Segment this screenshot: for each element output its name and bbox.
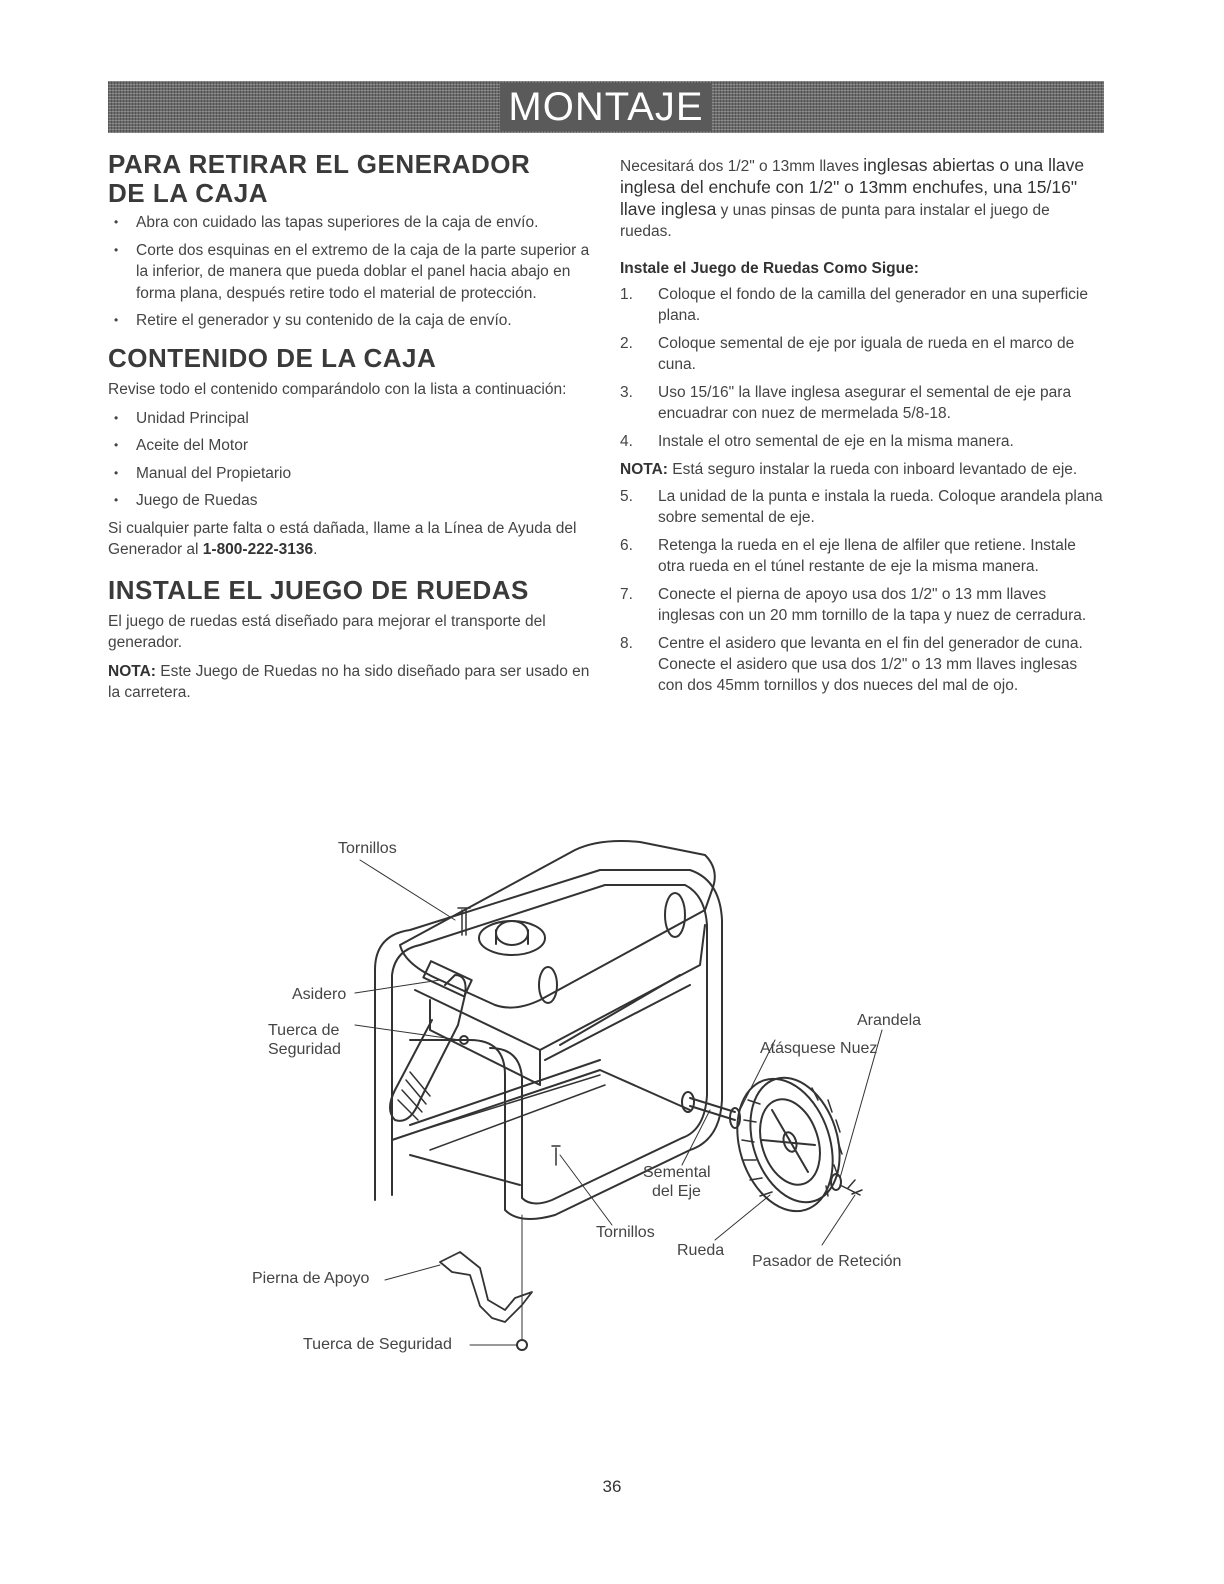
step-number: 3. bbox=[620, 384, 633, 401]
label-tornillos-top: Tornillos bbox=[338, 840, 397, 857]
label-pasador: Pasador de Reteción bbox=[752, 1253, 902, 1270]
step-number: 2. bbox=[620, 335, 633, 352]
steps-list-a bbox=[620, 284, 1104, 452]
label-pierna: Pierna de Apoyo bbox=[252, 1270, 370, 1287]
list-item: • Unidad Principal bbox=[108, 408, 592, 430]
list-item bbox=[620, 633, 1104, 696]
step-text: Coloque semental de eje por iguala de rueda en el marco de cuna. bbox=[658, 335, 1075, 373]
help-phone: 1-800-222-3136 bbox=[202, 540, 314, 558]
left-column bbox=[108, 150, 592, 715]
list-item: • Retire el generador y su contenido de la caja de envío. bbox=[108, 310, 592, 332]
note-label: NOTA: bbox=[620, 461, 668, 478]
contents-intro: Revise todo el contenido comparándolo con la lista a continuación: bbox=[108, 380, 567, 398]
heading-remove-line2: DE LA CAJA bbox=[108, 178, 269, 208]
label-tuerca-bottom: Tuerca de Seguridad bbox=[303, 1336, 452, 1353]
tools-intro-a: Necesitará dos 1/2" o 13mm llaves bbox=[620, 158, 864, 175]
wheels-intro: El juego de ruedas está diseñado para mejorar el transporte del generador. bbox=[108, 612, 546, 651]
label-semental-line2: del Eje bbox=[652, 1183, 701, 1200]
step-number: 1. bbox=[620, 286, 633, 303]
label-arandela: Arandela bbox=[857, 1012, 922, 1029]
right-column bbox=[620, 155, 1104, 703]
heading-remove-line1: PARA RETIRAR EL GENERADOR bbox=[108, 149, 531, 179]
section-banner bbox=[108, 81, 1104, 133]
step-number: 6. bbox=[620, 537, 633, 554]
step-text: La unidad de la punta e instala la rueda. Coloque arandela plana sobre semental de eje. bbox=[658, 488, 1103, 526]
label-semental-line1: Semental bbox=[643, 1164, 711, 1181]
section-install-wheels bbox=[108, 576, 592, 703]
jam-nut bbox=[730, 1108, 740, 1128]
tools-intro-c: y unas pinsas de punta para instalar el juego de ruedas. bbox=[620, 202, 1050, 240]
tools-intro-b: inglesas abiertas o una llave inglesa del enchufe con 1/2" o 13mm enchufes, una 15/16" llave inglesa bbox=[620, 155, 1085, 219]
heading-install-wheels: INSTALE EL JUEGO DE RUEDAS bbox=[108, 574, 529, 605]
lock-nut bbox=[517, 1340, 527, 1350]
list-item: • Juego de Ruedas bbox=[108, 490, 592, 512]
section-box-contents bbox=[108, 344, 592, 560]
step-text: Centre el asidero que levanta en el fin del generador de cuna. Conecte el asidero que usa dos 1/2" o 13 mm llaves inglesas con dos 45mm tornillos y dos nueces del mal de ojo. bbox=[658, 635, 1083, 694]
step-text: Uso 15/16" la llave inglesa asegurar el semental de eje para encuadrar con nuez de mermelada 5/8-18. bbox=[658, 384, 1072, 422]
remove-bullets bbox=[108, 212, 592, 332]
step-text: Retenga la rueda en el eje llena de alfiler que retiene. Instale otra rueda en el túnel restante de eje la misma manera. bbox=[658, 537, 1076, 575]
list-item bbox=[620, 382, 1104, 424]
note-text: Está seguro instalar la rueda con inboard levantado de eje. bbox=[667, 461, 1078, 478]
label-tuerca-line1: Tuerca de bbox=[268, 1022, 340, 1039]
step-number: 7. bbox=[620, 586, 633, 603]
support-leg bbox=[440, 1252, 532, 1322]
step-text: Conecte el pierna de apoyo usa dos 1/2" o 13 mm llaves inglesas con un 20 mm tornillo de la tapa y nuez de cerradura. bbox=[658, 586, 1087, 624]
step-number: 8. bbox=[620, 635, 633, 652]
steps-list-b bbox=[620, 486, 1104, 696]
page-number: 36 bbox=[602, 1477, 622, 1496]
list-item bbox=[620, 333, 1104, 375]
wheel bbox=[721, 1066, 855, 1223]
list-item: • Abra con cuidado las tapas superiores de la caja de envío. bbox=[108, 212, 592, 234]
banner-title: MONTAJE bbox=[500, 83, 711, 131]
axle-stud bbox=[690, 1098, 735, 1120]
fuel-cap bbox=[479, 921, 545, 955]
list-item bbox=[620, 486, 1104, 528]
heading-contents: CONTENIDO DE LA CAJA bbox=[108, 342, 437, 373]
lifting-handle bbox=[390, 975, 466, 1121]
label-asidero: Asidero bbox=[292, 986, 347, 1003]
label-atasquese: Atásquese Nuez bbox=[760, 1040, 878, 1057]
label-tuerca-line2: Seguridad bbox=[268, 1041, 341, 1058]
list-item bbox=[620, 535, 1104, 577]
help-text: Si cualquier parte falta o está dañada, llame a la Línea de Ayuda del Generador al bbox=[108, 519, 577, 558]
note-text: Este Juego de Ruedas no ha sido diseñado para ser usado en la carretera. bbox=[108, 662, 590, 701]
steps-subheading: Instale el Juego de Ruedas Como Sigue: bbox=[620, 260, 919, 277]
tools-intro bbox=[620, 155, 1104, 242]
step-number: 4. bbox=[620, 433, 633, 450]
washer bbox=[831, 1174, 841, 1190]
list-item: • Aceite del Motor bbox=[108, 435, 592, 457]
wheels-note bbox=[108, 661, 592, 703]
help-end: . bbox=[313, 540, 318, 558]
help-line-text bbox=[108, 518, 592, 560]
steps-note bbox=[620, 459, 1104, 480]
fuel-tank bbox=[400, 841, 715, 1008]
note-label: NOTA: bbox=[108, 662, 156, 680]
list-item: • Manual del Propietario bbox=[108, 463, 592, 485]
list-item bbox=[620, 431, 1104, 452]
list-item: • Corte dos esquinas en el extremo de la caja de la parte superior a la inferior, de manera que pueda doblar el panel hacia abajo en forma plana, después retire todo el material de protección. bbox=[108, 240, 592, 305]
list-item bbox=[620, 584, 1104, 626]
section-remove-generator bbox=[108, 150, 592, 332]
step-number: 5. bbox=[620, 488, 633, 505]
step-text: Instale el otro semental de eje en la misma manera. bbox=[658, 433, 1014, 450]
contents-list bbox=[108, 408, 592, 512]
step-text: Coloque el fondo de la camilla del generador en una superficie plana. bbox=[658, 286, 1088, 324]
label-rueda: Rueda bbox=[677, 1242, 725, 1259]
retaining-pin bbox=[840, 1180, 862, 1195]
label-tornillos-bottom: Tornillos bbox=[596, 1224, 655, 1241]
list-item bbox=[620, 284, 1104, 326]
